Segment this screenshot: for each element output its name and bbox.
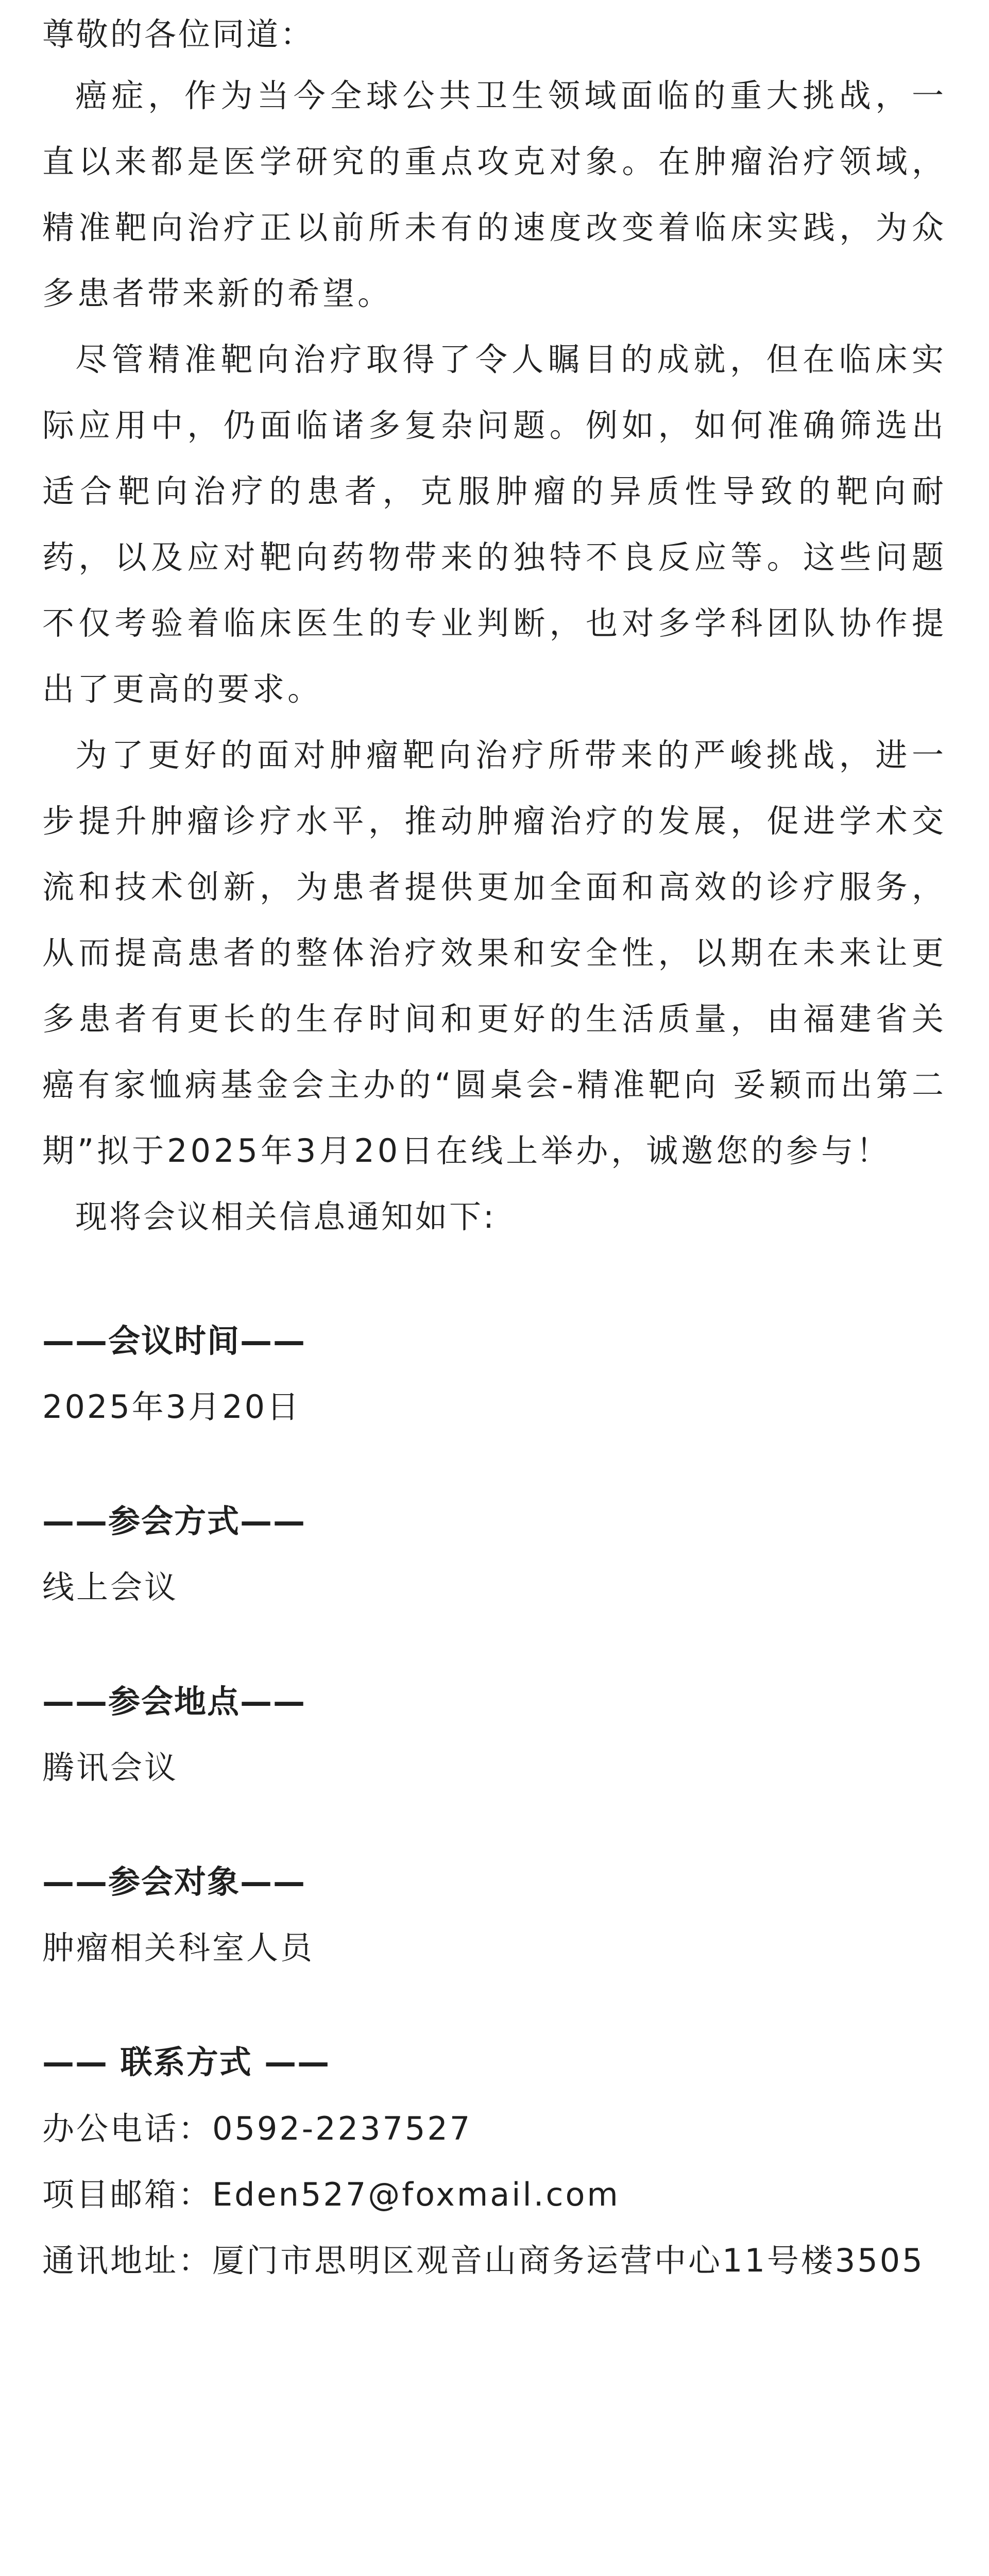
contact-address: 通讯地址：厦门市思明区观音山商务运营中心11号楼3505 [42, 2242, 925, 2279]
section-title-contact: —— 联系方式 —— [42, 2043, 331, 2081]
meeting-mode: 线上会议 [42, 1568, 179, 1606]
greeting: 尊敬的各位同道： [42, 15, 315, 53]
section-meeting-time [42, 1318, 947, 1430]
meeting-place: 腾讯会议 [42, 1749, 179, 1786]
paragraph-intro: 癌症，作为当今全球公共卫生领域面临的重大挑战，一直以来都是医学研究的重点攻克对象。在肿瘤治疗领域，精准靶向治疗正以前所未有的速度改变着临床实践，为众多患者带来新的希望。 [42, 77, 947, 312]
section-meeting-place [42, 1679, 947, 1791]
meeting-date: 2025年3月20日 [42, 1388, 301, 1426]
section-title-audience: ——参会对象—— [42, 1863, 306, 1901]
section-title-time: ——会议时间—— [42, 1322, 306, 1360]
section-contact [42, 2039, 947, 2294]
meeting-audience: 肿瘤相关科室人员 [42, 1929, 315, 1967]
section-title-mode: ——参会方式—— [42, 1502, 306, 1540]
paragraph-challenges: 尽管精准靶向治疗取得了令人瞩目的成就，但在临床实际应用中，仍面临诸多复杂问题。例如，如何准确筛选出适合靶向治疗的患者，克服肿瘤的异质性导致的靶向耐药，以及应对靶向药物带来的独特不良反应等。这些问题不仅考验着临床医生的专业判断，也对多学科团队协作提出了更高的要求。 [42, 341, 947, 708]
section-meeting-mode [42, 1498, 947, 1611]
contact-email: 项目邮箱：Eden527@foxmail.com [42, 2176, 620, 2213]
section-audience [42, 1859, 947, 1971]
contact-phone: 办公电话：0592-2237527 [42, 2110, 472, 2147]
info-lead-in: 现将会议相关信息通知如下: [75, 1198, 496, 1235]
section-title-place: ——参会地点—— [42, 1683, 306, 1720]
paragraph-invitation: 为了更好的面对肿瘤靶向治疗所带来的严峻挑战，进一步提升肿瘤诊疗水平，推动肿瘤治疗的发展，促进学术交流和技术创新，为患者提供更加全面和高效的诊疗服务，从而提高患者的整体治疗效果和安全性，以期在未来让更多患者有更长的生存时间和更好的生活质量，由福建省关癌有家恤病基金会主办的“圆桌会-精准靶向 妥颖而出第二期”拟于2025年3月20日在线上举办，诚邀您的参与！ [42, 736, 947, 1170]
